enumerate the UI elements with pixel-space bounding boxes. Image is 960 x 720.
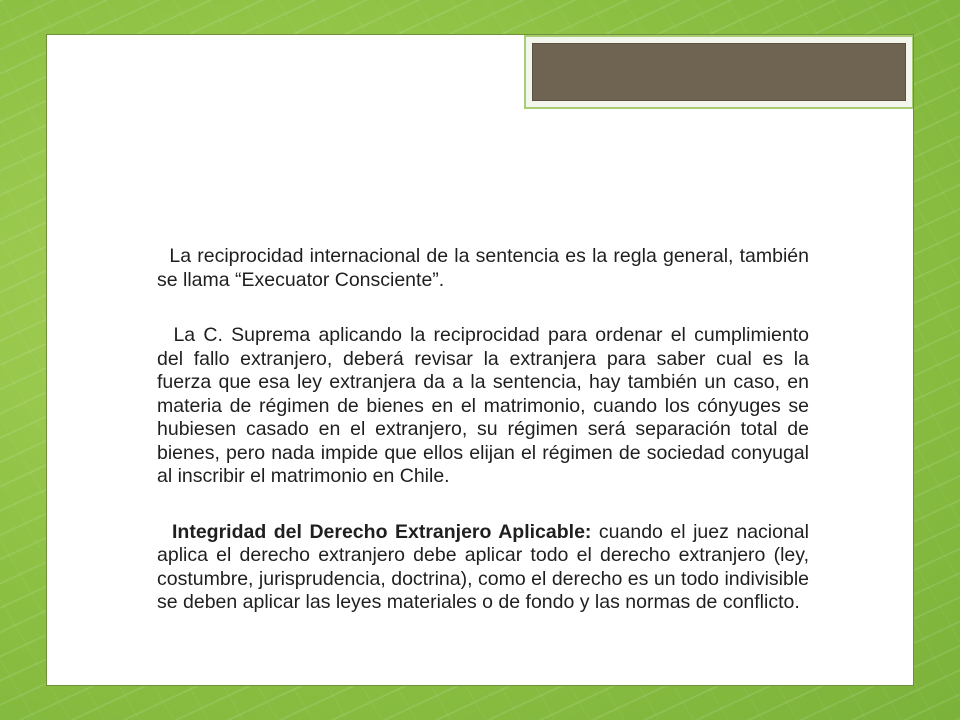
paragraph-reciprocidad: La reciprocidad internacional de la sentencia es la regla general, también se llama “Execuator Consciente”. xyxy=(157,245,809,291)
integridad-heading: Integridad del Derecho Extranjero Aplicable: xyxy=(172,520,592,543)
body-text xyxy=(157,245,809,647)
title-placeholder-box xyxy=(532,43,906,101)
title-placeholder-frame xyxy=(524,35,913,109)
slide-content-panel xyxy=(47,35,913,685)
paragraph-integridad: Integridad del Derecho Extranjero Aplicable: cuando el juez nacional aplica el derecho extranjero debe aplicar todo el derecho extranjero (ley, costumbre, jurisprudencia, doctrina), como el derecho es un todo indivisible se deben aplicar las leyes materiales o de fondo y las normas de conflicto. xyxy=(157,520,809,613)
paragraph-c-suprema: La C. Suprema aplicando la reciprocidad para ordenar el cumplimiento del fallo extranjero, deberá revisar la extranjera para saber cual es la fuerza que esa ley extranjera da a la sentencia, hay también un caso, en materia de régimen de bienes en el matrimonio, cuando los cónyuges se hubiesen casado en el extranjero, su régimen será separación total de bienes, pero nada impide que ellos elijan el régimen de sociedad conyugal al inscribir el matrimonio en Chile. xyxy=(157,324,809,487)
